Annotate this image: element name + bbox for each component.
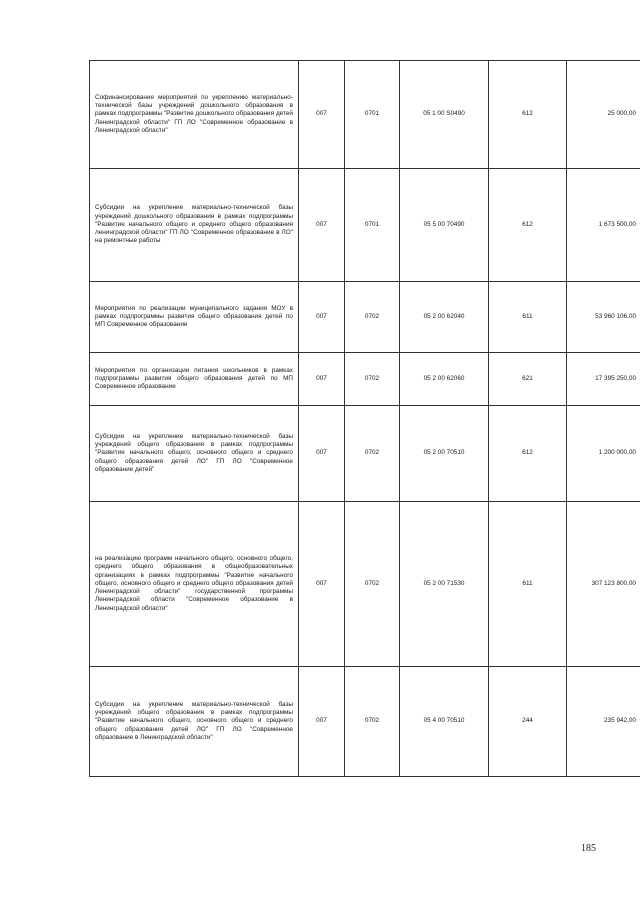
expense-type-code: 612 [489,406,567,502]
section-code: 0702 [345,406,400,502]
ministry-code: 007 [299,406,345,502]
ministry-code: 007 [299,282,345,353]
ministry-code: 007 [299,169,345,282]
section-code: 0702 [345,667,400,777]
section-code: 0702 [345,502,400,667]
target-article-code: 05 2 00 62040 [400,282,489,353]
row-description: Субсидии на укрепление материально-технической базы учреждений общего образования в рамках подпрограммы "Развитие начального общего, основного общего и среднего общего образования детей ЛО" ГП ЛО "Современное образование в Ленинградской области" [90,667,299,777]
table-row [90,282,640,353]
expense-type-code: 621 [489,353,567,406]
section-code: 0701 [345,61,400,169]
target-article-code: 05 1 00 S0490 [400,61,489,169]
ministry-code: 007 [299,667,345,777]
target-article-code: 05 2 00 62060 [400,353,489,406]
expense-type-code: 612 [489,61,567,169]
table-row [90,353,640,406]
amount-value: 17 395 250,00 [567,353,640,406]
target-article-code: 05 2 00 70510 [400,406,489,502]
expense-type-code: 244 [489,667,567,777]
target-article-code: 05 4 00 70510 [400,667,489,777]
row-description: на реализацию программ начального общего, основного общего, среднего общего образования в общеобразовательных организациях в рамках подпрограммы "Развитие начального общего, основного общего и среднего общего образования детей Ленинградской области" государственной программы Ленинградской области "Современное образование в Ленинградской области" [90,502,299,667]
table-row [90,406,640,502]
page-number: 185 [581,843,596,854]
row-description: Софинансирование мероприятий по укреплению материально-технической базы учреждений дошкольного образования в рамках подпрограммы "Развитие дошкольного образования детей Ленинградской области" ГП ЛО "Современное образование в Ленинградской области" [90,61,299,169]
table-row [90,667,640,777]
ministry-code: 007 [299,353,345,406]
row-description: Субсидии на укрепление материально-технической базы учреждений дошкольного образования в рамках подпрограммы "Развитие начального общего и среднего общего образования ленинградской области" ГП ЛО "Современное образование в ЛО" на ремонтные работы [90,169,299,282]
table-row [90,502,640,667]
amount-value: 307 123 800,00 [567,502,640,667]
target-article-code: 05 5 00 70490 [400,169,489,282]
row-description: Субсидии на укрепление материально-технической базы учреждений общего образования в рамках подпрограммы "Развитие начального общего, основного общего и среднего общего образования детей ЛО" ГП ЛО "Современное образование детей" [90,406,299,502]
expense-type-code: 611 [489,502,567,667]
section-code: 0702 [345,282,400,353]
section-code: 0702 [345,353,400,406]
budget-allocation-table [89,60,640,777]
section-code: 0701 [345,169,400,282]
table-row [90,61,640,169]
target-article-code: 05 2 00 71530 [400,502,489,667]
row-description: Мероприятия по организации питания школьников в рамках подпрограммы развития общего образования детей по МП Современное образование [90,353,299,406]
amount-value: 235 942,00 [567,667,640,777]
ministry-code: 007 [299,502,345,667]
ministry-code: 007 [299,61,345,169]
amount-value: 1 673 500,00 [567,169,640,282]
expense-type-code: 611 [489,282,567,353]
expense-type-code: 612 [489,169,567,282]
table-row [90,169,640,282]
amount-value: 25 000,00 [567,61,640,169]
row-description: Мероприятия по реализации муниципального задания МОУ в рамках подпрограммы развития общего образования детей по МП Современное образование [90,282,299,353]
amount-value: 1 200 000,00 [567,406,640,502]
amount-value: 53 960 106,00 [567,282,640,353]
